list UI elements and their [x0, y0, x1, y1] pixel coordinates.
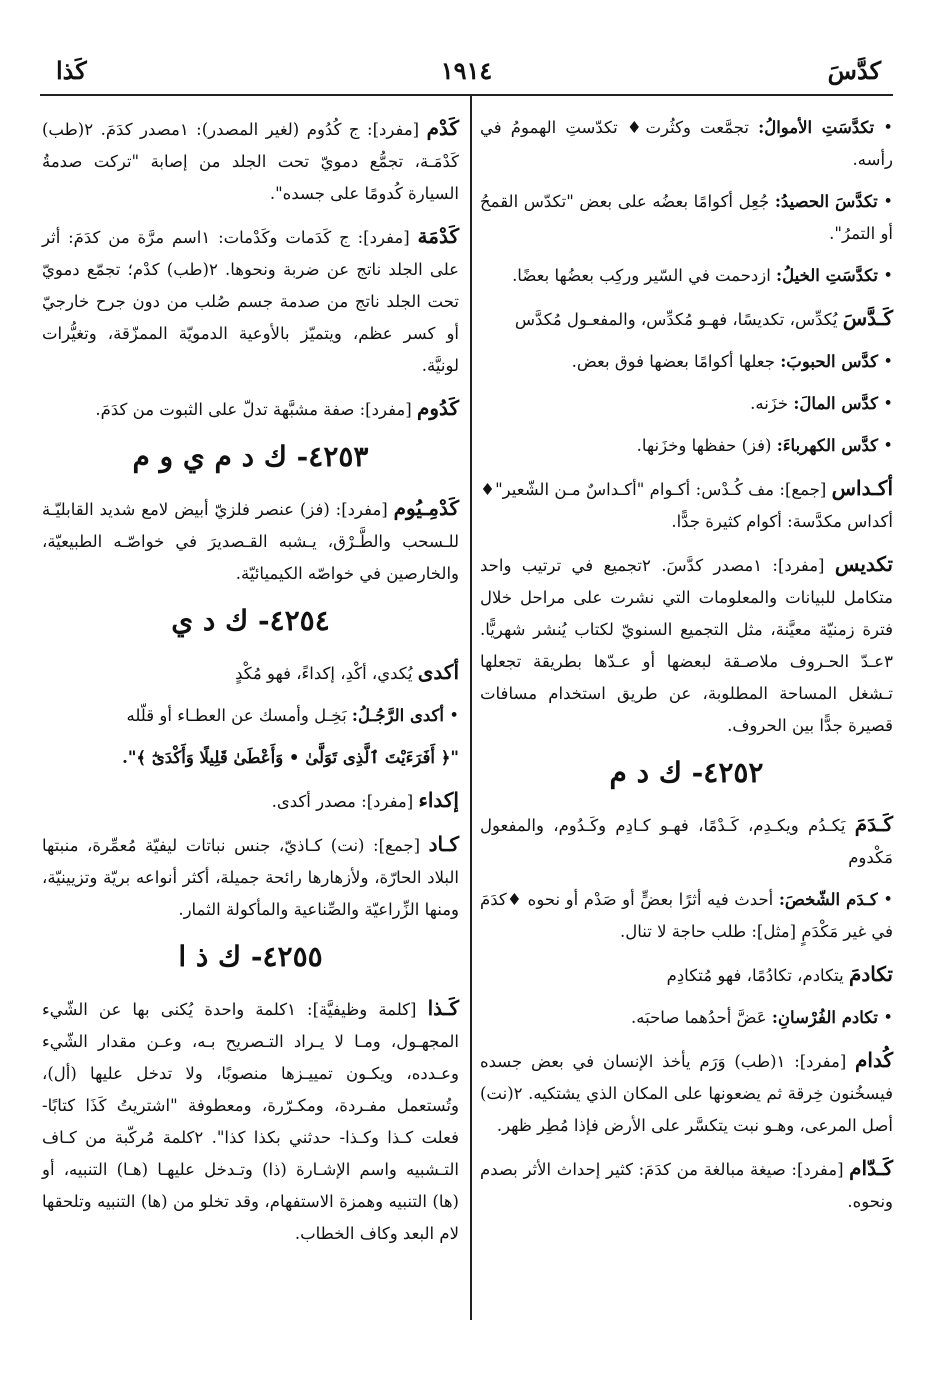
dictionary-entry — [480, 260, 893, 292]
root-heading: ٤٢٥٣- ك د م ي و م — [132, 440, 369, 473]
quran-quote — [42, 742, 459, 774]
definition-text: جُعِل أكوامًا بعضُه على بعض "تكدّس القمحُ أو التمرُ". — [480, 192, 893, 243]
headword: كَـدَّسَ — [842, 306, 893, 330]
headword: كُدام — [855, 1048, 893, 1072]
bullet: • — [878, 1008, 893, 1027]
bullet: • — [878, 266, 893, 285]
subentry-phrase: تكدَّسَ الحصيدُ: — [774, 192, 878, 211]
dictionary-entry — [480, 302, 893, 336]
headword: إكداء — [418, 788, 459, 812]
bullet: • — [878, 394, 893, 413]
subentry-phrase: أكدى الرَّجُـلُ: — [351, 706, 445, 725]
headword: تكديس — [834, 552, 894, 576]
dictionary-entry — [42, 828, 459, 926]
headword: كَدُوم — [416, 396, 459, 420]
definition-text: يَكـدُم ويكـدِم، كَـدْمًا، فهـو كـادِم وكَـدُوم، والمفعول مَكْدوم — [480, 816, 893, 867]
definition-text: أحدث فيه أثرًا بعضٍّ أو صَدْم أو نحوه ♦كدَمَ في غير مَكْدَمٍ [مثل]: طلب حاجة لا تنال. — [480, 890, 893, 941]
column-divider — [470, 96, 472, 1320]
headword: كَـدَمَ — [854, 812, 893, 836]
dictionary-entry — [480, 1152, 893, 1218]
bullet: • — [877, 192, 893, 211]
dictionary-entry — [480, 346, 893, 378]
dictionary-entry — [42, 392, 459, 426]
dictionary-entry — [480, 1002, 893, 1034]
subentry-phrase: تكادم الفُرْسانِ: — [771, 1008, 879, 1027]
subentry-phrase: تكدَّسَتِ الأموالُ: — [758, 118, 875, 137]
definition-text: [كلمة وظيفيَّة]: ١كلمة واحدة يُكنى بها عن الشّيء المجهـول، ومـا لا يـراد التـصريح بـه، وعـن مقدار الشّيء وعـدده، ويكـون تمييـزها منصوبًا، ولا تدخل عليها (أل)، وتُستعمل مفـردة، ومكـرّرة، ومعطوفة "اشتريتُ كَذَا كتابًا- فعلت كـذا وكـذا- حدثني بكذا كذا". ٢كلمة مُركّبة من كـاف التـشبيه واسم الإشـارة (ذا) وتـدخل عليهـا (هـا) التنبيه، أو (ها) التنبيه وهمزة الاستفهام، وقد تخلو من (ها) التنبيه وتلحقها لام البعد وكاف الخطاب. — [42, 1000, 459, 1243]
dictionary-entry — [42, 700, 459, 732]
headword: كَـدّام — [849, 1156, 893, 1180]
header-guide-word-left: كَذا — [56, 56, 87, 85]
headword: كَـذا — [427, 996, 459, 1020]
dictionary-entry — [42, 492, 459, 590]
subentry-phrase: كدَّس الكهرباءَ: — [776, 436, 879, 455]
definition-text: "﴿ أَفَرَءَيْتَ ٱلَّذِى تَوَلَّىٰ • وَأَعْطَىٰ قَلِيلًا وَأَكْدَىٰٓ ﴾". — [122, 748, 459, 767]
definition-text: [مفرد]: ج كَدَمات وكَدْمات: ١اسم مرَّة من كدَمَ: أثر على الجلد ناتج عن ضربة ونحوها. ٢(طب) كدْم؛ تجمّع دمويّ تحت الجلد ناتج من صدمة جسم صُلب من دون جرح خارجيّ أو كسر عظم، ويتميّز بالأوعية الدمويّة الممزّقة، وتغيُّرات لونيَّة. — [42, 228, 459, 375]
headword: تكادمَ — [849, 962, 893, 986]
bullet: • — [444, 706, 459, 725]
definition-text: عَضَّ أحدُهما صاحبَه. — [631, 1008, 772, 1027]
definition-text: [مفرد]: صفة مشبَّهة تدلّ على الثبوت من كدَمَ. — [95, 400, 417, 419]
headword: كَدْمَة — [417, 224, 459, 248]
bullet: • — [878, 436, 893, 455]
dictionary-entry — [480, 808, 893, 874]
root-heading: ٤٢٥٢- ك د م — [609, 756, 764, 789]
page-number: ١٩١٤ — [440, 56, 493, 85]
definition-text: جعلها أكوامًا بعضها فوق بعض. — [571, 352, 781, 371]
subentry-phrase: كدَّس الحبوبَ: — [780, 352, 879, 371]
headword: أكدى — [417, 660, 459, 684]
definition-text: [مفرد]: ج كُدُوم (لغير المصدر): ١مصدر كدَمَ. ٢(طب) كَدْمَـة، تجمُّع دمويّ تحت الجلد من إصابة "تركت صدمةُ السيارة كُدومًا على جسده". — [42, 120, 459, 203]
definition-text: [مفرد]: مصدر أكدى. — [271, 792, 419, 811]
dictionary-entry — [480, 1044, 893, 1142]
subentry-phrase: تكدَّسَتِ الخيلُ: — [776, 266, 879, 285]
dictionary-entry — [480, 430, 893, 462]
header-guide-word-right: كدَّسَ — [827, 56, 881, 85]
definition-text: بَخِـل وأمسك عن العطـاء أو قلّله — [126, 706, 352, 725]
bullet: • — [878, 352, 893, 371]
page-header — [40, 52, 893, 96]
dictionary-entry — [480, 112, 893, 176]
headword: كَدْمِـيُوم — [393, 496, 459, 520]
bullet: • — [877, 890, 894, 909]
right-column — [480, 112, 893, 1228]
dictionary-entry — [480, 884, 893, 948]
dictionary-entry — [42, 784, 459, 818]
dictionary-entry — [480, 472, 893, 538]
root-heading: ٤٢٥٥- ك ذ ا — [178, 940, 323, 973]
headword: كَدْم — [426, 116, 459, 140]
headword: أكـداس — [831, 476, 893, 500]
dictionary-entry — [42, 992, 459, 1250]
dictionary-entry — [42, 220, 459, 382]
headword: كـاد — [428, 832, 459, 856]
subentry-phrase: كدَّس المالَ: — [793, 394, 879, 413]
definition-text: خزَنه. — [750, 394, 794, 413]
bullet: • — [874, 118, 893, 137]
dictionary-entry — [42, 656, 459, 690]
definition-text: تجمَّعت وكثُرت♦ تكدّستِ الهمومُ في رأسه. — [480, 118, 893, 169]
dictionary-entry — [480, 548, 893, 742]
definition-text: [مفرد]: صيغة مبالغة من كدَمَ: كثير إحداث الأثر بصدم ونحوه. — [480, 1160, 893, 1211]
dictionary-entry — [480, 186, 893, 250]
definition-text: يُكدي، أكْدِ، إكداءً، فهو مُكْدٍ — [235, 664, 418, 683]
definition-text: [جمع]: مف كُـدْس: أكـوام "أكـداسٌ مـن الشّعير"♦ أكداس مكدَّسة: أكوام كثيرة جدًّا. — [480, 480, 893, 531]
definition-text: ازدحمت في السّير وركِب بعضُها بعضًا. — [512, 266, 777, 285]
definition-text: [مفرد]: (فز) عنصر فلزيّ أبيض لامع شديد القابليّـة للـسحب والطَّـرْق، يـشبه القـصديرَ في خواصّـه الطبيعيّة، والخارصين في خواصّه الكيميائيّة. — [42, 500, 459, 583]
definition-text: يُكدِّس، تكديسًا، فهـو مُكدِّس، والمفعـول مُكدَّس — [514, 310, 843, 329]
dictionary-entry — [42, 112, 459, 210]
subentry-phrase: كـدَم الشّخصَ: — [778, 890, 878, 909]
definition-text: [مفرد]: ١مصدر كدَّسَ. ٢تجميع في ترتيب واحد متكامل للبيانات والمعلومات التي نشرت على مراحل خلال فترة زمنيّة معيَّنة، مثل التجميع السنويّ لكتاب يُنشر شهريًّا. ٣عـدّ الحـروف ملاصـقة لبعضها أو عـدّها بطريقة تجعلها تـشغل المساحة المطلوبة، عن طريق استخدام مسافات قصيرة جدًّا بين الحروف. — [480, 556, 893, 735]
definition-text: يتكادم، تكادُمًا، فهو مُتكادِم — [666, 966, 849, 985]
definition-text: [مفرد]: ١(طب) وَرَم يأخذ الإنسان في بعض جسده فيسخُنون خِرقة ثم يضعونها على المكان الذي يشتكيه. ٢(نت) أصل المرعى، وهـو نبت يتكسَّر على الأرض فإذا مُطِر ظهر. — [480, 1052, 893, 1135]
definition-text: [جمع]: (نت) كـاذيّ، جنس نباتات ليفيّة مُعمِّرة، منبتها البلاد الحارّة، ولأزهارها رائحة جميلة، أكثر أنواعه بريّة وتزيينيّة، ومنها الزِّراعيّة والصِّناعية والمأكولة الثمار. — [42, 836, 459, 919]
dictionary-entry — [480, 958, 893, 992]
root-heading: ٤٢٥٤- ك د ي — [171, 604, 330, 637]
left-column — [42, 112, 459, 1260]
dictionary-entry — [480, 388, 893, 420]
definition-text: (فز) حفظها وخزَنها. — [636, 436, 777, 455]
